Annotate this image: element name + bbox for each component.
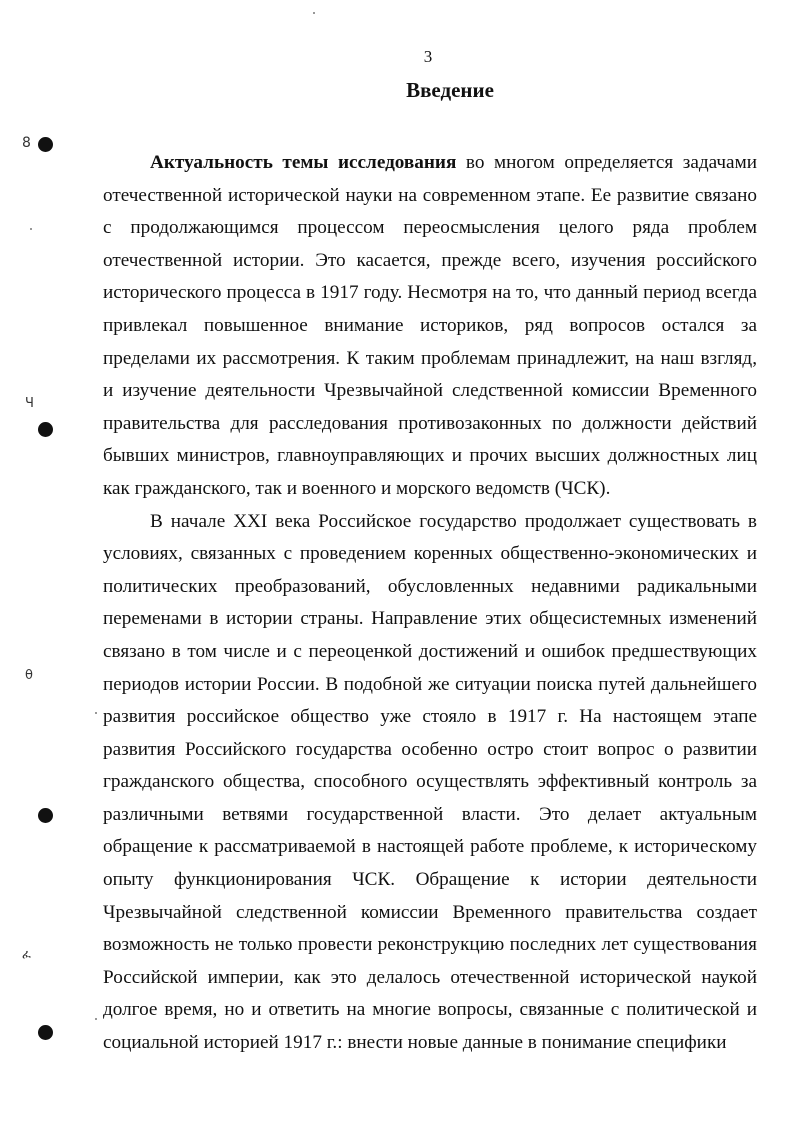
scan-speck <box>95 712 97 714</box>
page-title: Введение <box>406 78 494 102</box>
paragraph-1 <box>103 147 757 506</box>
margin-mark: θ <box>25 668 33 683</box>
margin-mark: ፈ <box>22 947 32 961</box>
paragraph-lead: Актуальность темы исследования <box>150 152 457 173</box>
scan-speck <box>95 1018 97 1020</box>
page-number: 3 <box>423 47 433 66</box>
scan-speck <box>313 12 315 14</box>
paragraph-2 <box>103 506 757 1060</box>
binder-hole <box>38 137 53 152</box>
scan-speck <box>30 228 32 230</box>
document-body <box>103 147 757 1060</box>
margin-mark: Ч <box>25 396 34 411</box>
binder-hole <box>38 1025 53 1040</box>
binder-hole <box>38 422 53 437</box>
paragraph-text: во многом определяется задачами отечественной исторической науки на современном этапе. Ее развитие связано с продолжающимся процессом переосмысления целого ряда проблем отечественной истории. Это касается, прежде всего, изучения российского исторического процесса в 1917 году. Несмотря на то, что данный период всегда привлекал повышенное внимание историков, ряд вопросов остался за пределами их рассмотрения. К таким проблемам принадлежит, на наш взгляд, и изучение деятельности Чрезвычайной следственной комиссии Временного правительства для расследования противозаконных по должности действий бывших министров, главноуправляющих и прочих высших должностных лиц как гражданского, так и военного и морского ведомств (ЧСК). <box>103 152 757 499</box>
margin-mark: 8 <box>22 135 31 151</box>
binder-hole <box>38 808 53 823</box>
paragraph-text: В начале XXI века Российское государство продолжает существовать в условиях, связанных с проведением коренных общественно-экономических и политических преобразований, обусловленных недавними радикальными переменами в истории страны. Направление этих общесистемных изменений связано в том числе и с переоценкой достижений и ошибок предшествующих периодов истории России. В подобной же ситуации поиска путей дальнейшего развития российское общество уже стояло в 1917 г. На настоящем этапе развития Российского государства особенно остро стоит вопрос о развитии гражданского общества, способного осуществлять эффективный контроль за различными ветвями государственной власти. Это делает актуальным обращение к рассматриваемой в настоящей работе проблеме, к историческому опыту функционирования ЧСК. Обращение к истории деятельности Чрезвычайной следственной комиссии Временного правительства создает возможность не только провести реконструкцию последних лет существования Российской империи, как это делалось отечественной исторической наукой долгое время, но и ответить на многие вопросы, связанные с политической и социальной историей 1917 г.: внести новые данные в понимание специфики <box>103 510 757 1054</box>
